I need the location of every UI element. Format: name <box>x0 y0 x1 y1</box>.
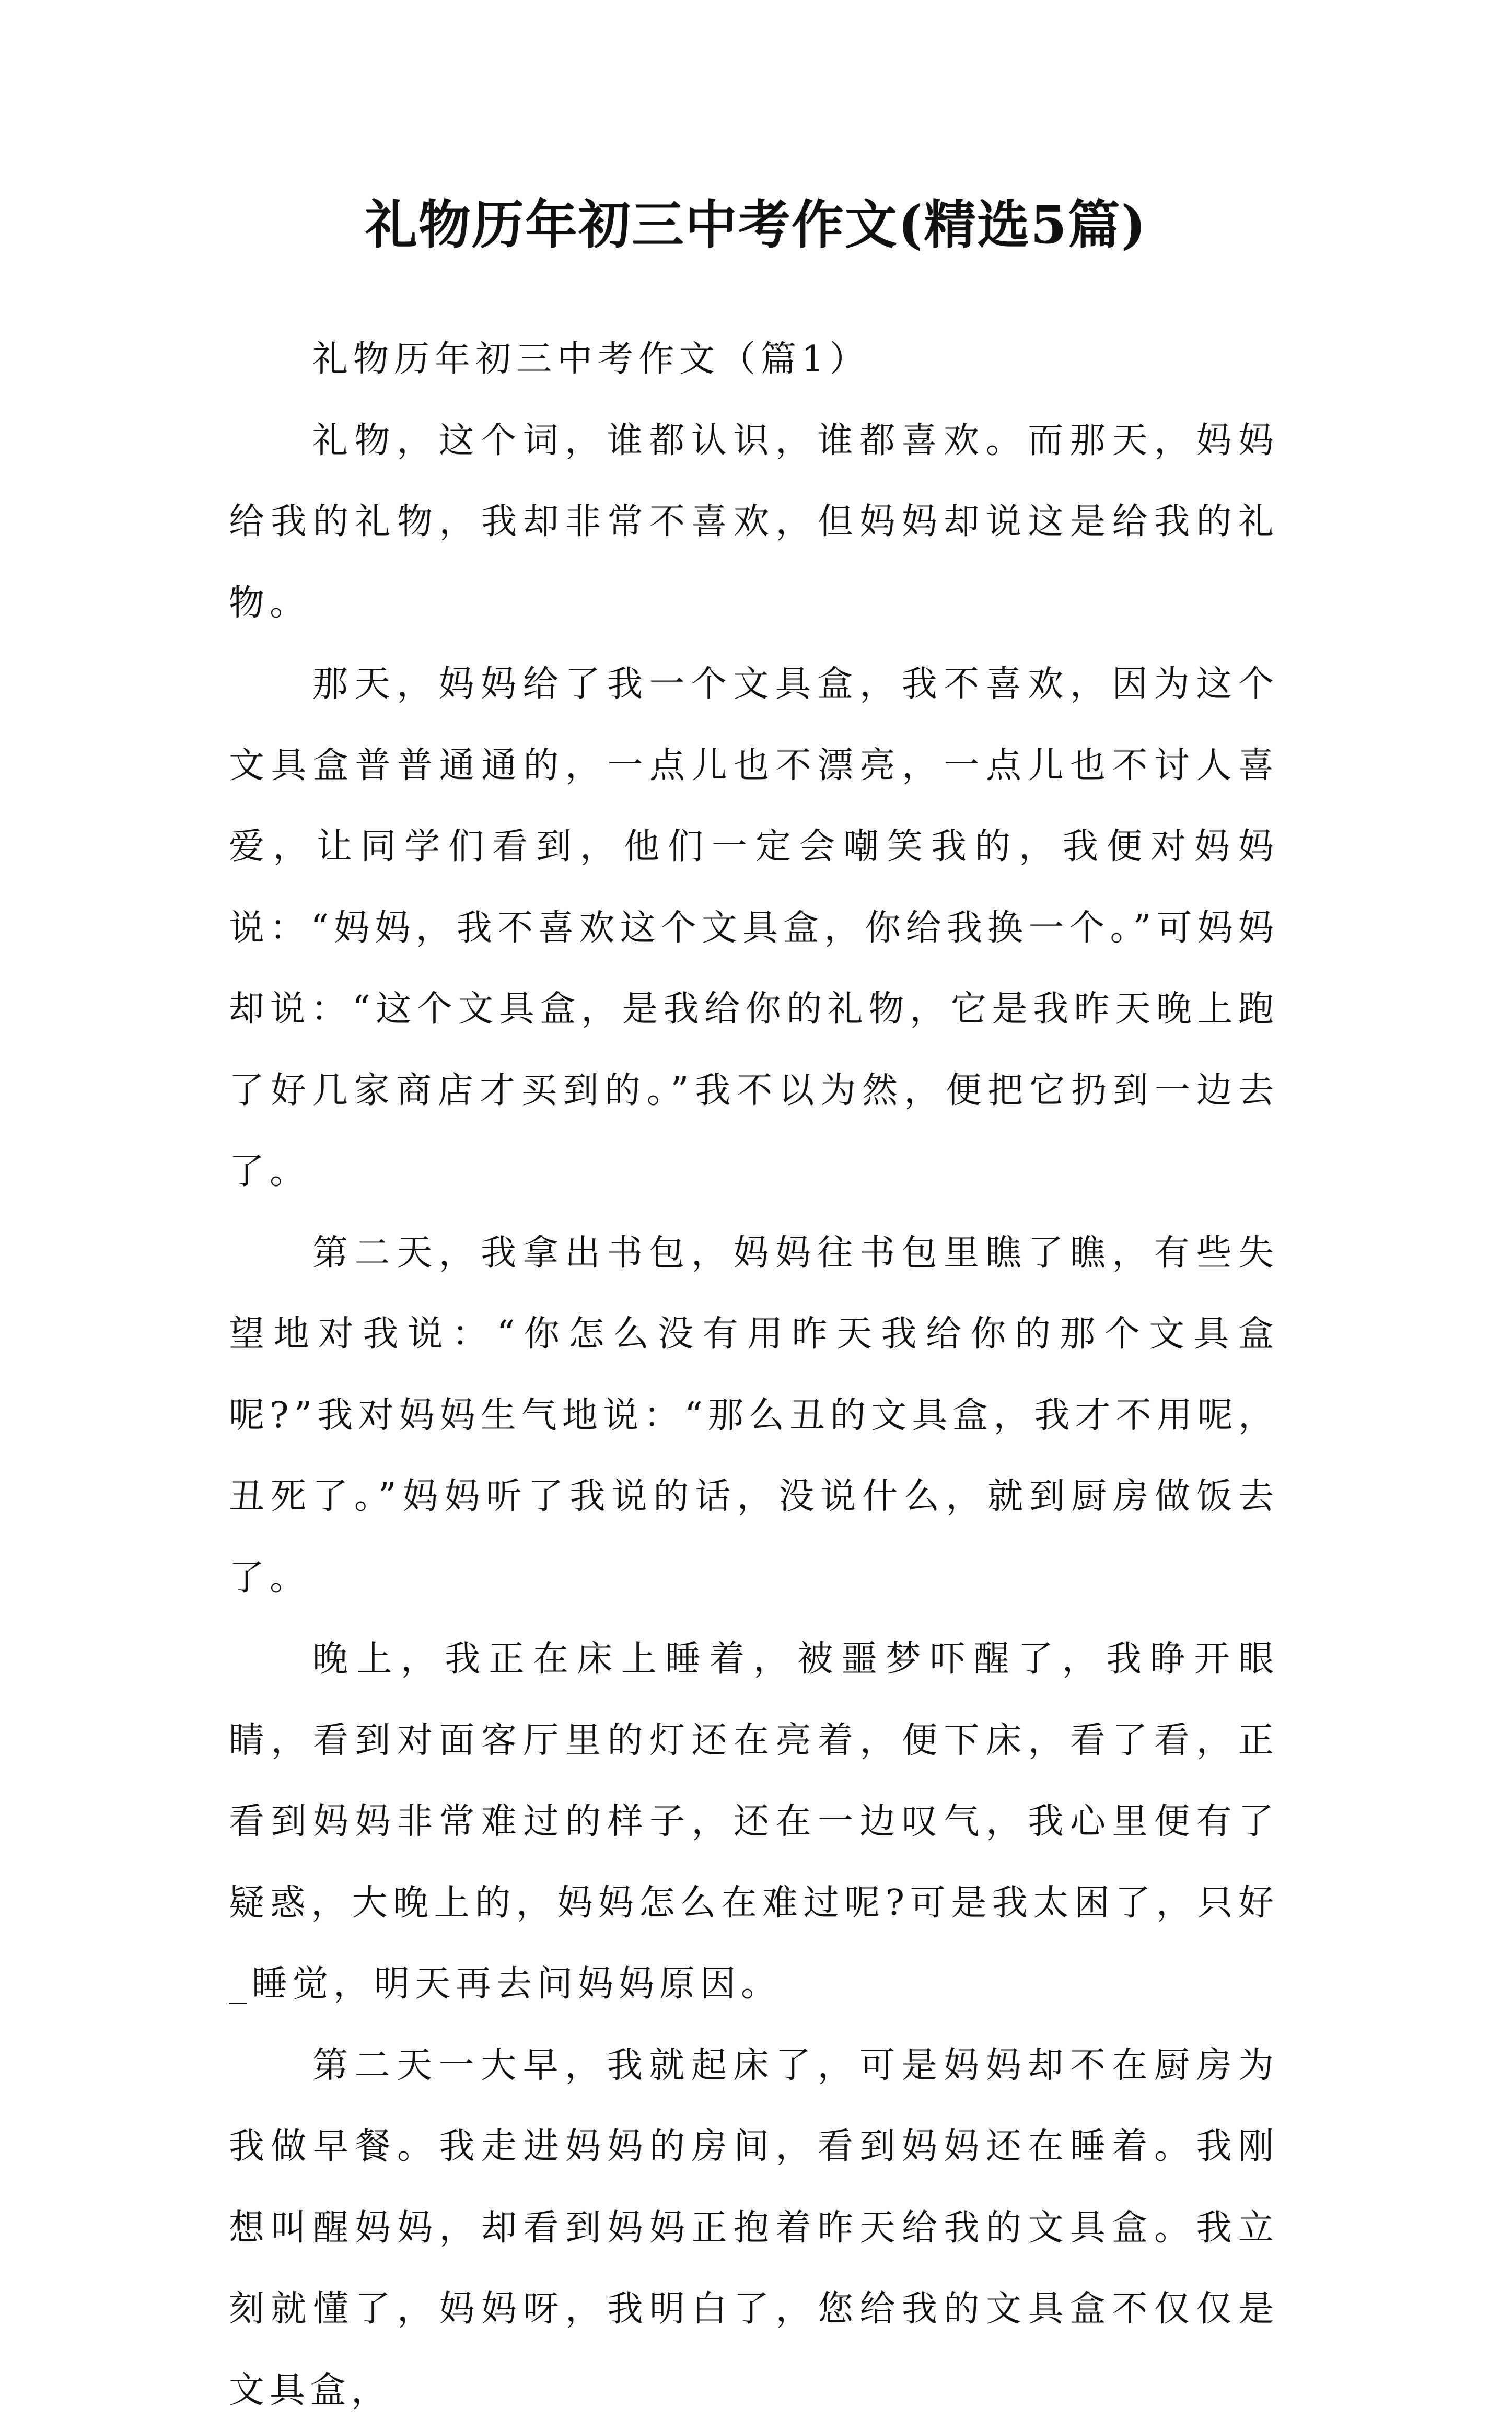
paragraph: 那天，妈妈给了我一个文具盒，我不喜欢，因为这个文具盒普普通通的，一点儿也不漂亮，一点儿也不讨人喜爱，让同学们看到，他们一定会嘲笑我的，我便对妈妈说：“妈妈，我不喜欢这个文具盒，你给我换一个。”可妈妈却说：“这个文具盒，是我给你的礼物，它是我昨天晚上跑了好几家商店才买到的。”我不以为然，便把它扔到一边去了。 <box>229 644 1279 1213</box>
paragraph: 晚上，我正在床上睡着，被噩梦吓醒了，我睁开眼睛，看到对面客厅里的灯还在亮着，便下床，看了看，正看到妈妈非常难过的样子，还在一边叹气，我心里便有了疑惑，大晚上的，妈妈怎么在难过呢?可是我太困了，只好_睡觉，明天再去问妈妈原因。 <box>229 1619 1279 2025</box>
document-body <box>229 319 1279 2431</box>
section-heading: 礼物历年初三中考作文（篇1） <box>229 319 1279 400</box>
paragraph: 第二天，我拿出书包，妈妈往书包里瞧了瞧，有些失望地对我说：“你怎么没有用昨天我给你的那个文具盒呢?”我对妈妈生气地说：“那么丑的文具盒，我才不用呢，丑死了。”妈妈听了我说的话，没说什么，就到厨房做饭去了。 <box>229 1213 1279 1619</box>
paragraph: 礼物，这个词，谁都认识，谁都喜欢。而那天，妈妈给我的礼物，我却非常不喜欢，但妈妈却说这是给我的礼物。 <box>229 400 1279 644</box>
document-title: 礼物历年初三中考作文(精选5篇) <box>0 185 1512 264</box>
paragraph: 第二天一大早，我就起床了，可是妈妈却不在厨房为我做早餐。我走进妈妈的房间，看到妈妈还在睡着。我刚想叫醒妈妈，却看到妈妈正抱着昨天给我的文具盒。我立刻就懂了，妈妈呀，我明白了，您给我的文具盒不仅仅是文具盒， <box>229 2025 1279 2431</box>
